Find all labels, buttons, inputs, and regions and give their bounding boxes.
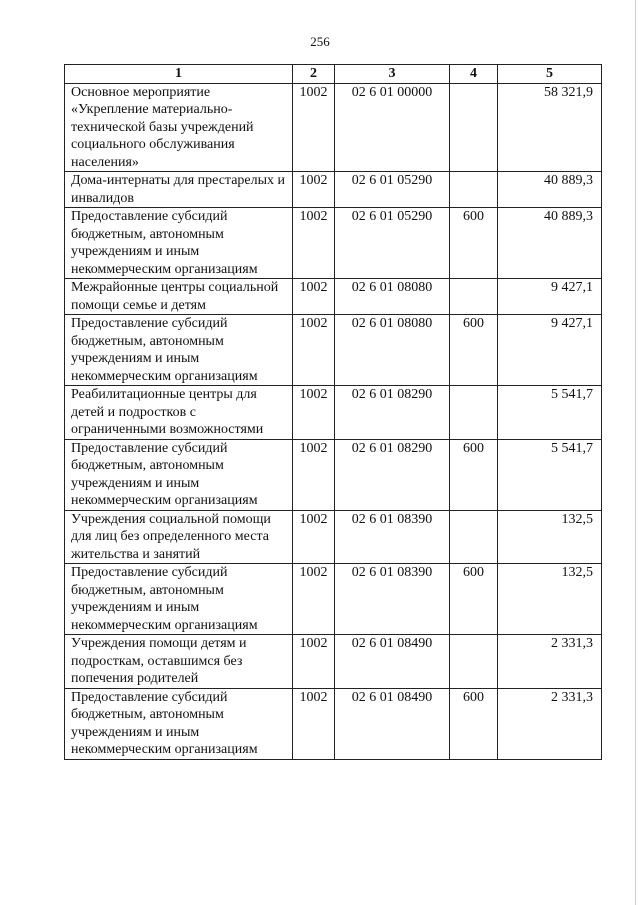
- row-amount-cell: 40 889,3: [498, 172, 602, 208]
- row-amount-cell: 40 889,3: [498, 208, 602, 279]
- row-name-cell: Предоставление субсидий бюджетным, автономным учреждениям и иным некоммерческим организациям: [65, 315, 293, 386]
- row-target-article-cell: 02 6 01 08490: [335, 635, 450, 689]
- row-amount-cell: 5 541,7: [498, 439, 602, 510]
- row-target-article-cell: 02 6 01 08390: [335, 510, 450, 564]
- table-row: [65, 564, 602, 635]
- row-name-cell: Предоставление субсидий бюджетным, автономным учреждениям и иным некоммерческим организациям: [65, 564, 293, 635]
- row-expense-type-cell: [450, 635, 498, 689]
- row-amount-cell: 9 427,1: [498, 279, 602, 315]
- row-expense-type-cell: 600: [450, 315, 498, 386]
- row-target-article-cell: 02 6 01 05290: [335, 208, 450, 279]
- row-expense-type-cell: 600: [450, 439, 498, 510]
- row-target-article-cell: 02 6 01 08290: [335, 439, 450, 510]
- column-header-1: 1: [65, 65, 293, 84]
- row-code-cell: 1002: [293, 386, 335, 440]
- row-target-article-cell: 02 6 01 08290: [335, 386, 450, 440]
- column-header-5: 5: [498, 65, 602, 84]
- row-name-cell: Основное мероприятие «Укрепление материально-технической базы учреждений социального обслуживания населения»: [65, 83, 293, 172]
- row-name-cell: Предоставление субсидий бюджетным, автономным учреждениям и иным некоммерческим организациям: [65, 688, 293, 759]
- row-code-cell: 1002: [293, 564, 335, 635]
- table-body: [65, 83, 602, 759]
- budget-table: [64, 64, 602, 760]
- row-name-cell: Межрайонные центры социальной помощи семье и детям: [65, 279, 293, 315]
- row-code-cell: 1002: [293, 439, 335, 510]
- row-amount-cell: 58 321,9: [498, 83, 602, 172]
- row-name-cell: Реабилитационные центры для детей и подростков с ограниченными возможностями: [65, 386, 293, 440]
- row-code-cell: 1002: [293, 279, 335, 315]
- row-expense-type-cell: [450, 386, 498, 440]
- row-code-cell: 1002: [293, 83, 335, 172]
- column-header-3: 3: [335, 65, 450, 84]
- row-expense-type-cell: 600: [450, 564, 498, 635]
- page-number: 256: [310, 34, 330, 49]
- row-target-article-cell: 02 6 01 08080: [335, 279, 450, 315]
- table-row: [65, 83, 602, 172]
- row-amount-cell: 2 331,3: [498, 688, 602, 759]
- row-expense-type-cell: [450, 172, 498, 208]
- table-row: [65, 208, 602, 279]
- row-amount-cell: 132,5: [498, 510, 602, 564]
- column-header-2: 2: [293, 65, 335, 84]
- row-code-cell: 1002: [293, 172, 335, 208]
- row-code-cell: 1002: [293, 635, 335, 689]
- table-row: [65, 172, 602, 208]
- table-row: [65, 439, 602, 510]
- row-code-cell: 1002: [293, 510, 335, 564]
- table-row: [65, 510, 602, 564]
- row-expense-type-cell: [450, 510, 498, 564]
- row-amount-cell: 9 427,1: [498, 315, 602, 386]
- row-amount-cell: 5 541,7: [498, 386, 602, 440]
- row-expense-type-cell: 600: [450, 208, 498, 279]
- row-name-cell: Предоставление субсидий бюджетным, автономным учреждениям и иным некоммерческим организациям: [65, 208, 293, 279]
- table-row: [65, 635, 602, 689]
- page-edge-line: [635, 0, 636, 905]
- row-name-cell: Учреждения помощи детям и подросткам, оставшимся без попечения родителей: [65, 635, 293, 689]
- row-amount-cell: 132,5: [498, 564, 602, 635]
- row-expense-type-cell: [450, 83, 498, 172]
- table-row: [65, 688, 602, 759]
- table-row: [65, 315, 602, 386]
- row-target-article-cell: 02 6 01 05290: [335, 172, 450, 208]
- row-code-cell: 1002: [293, 208, 335, 279]
- row-name-cell: Предоставление субсидий бюджетным, автономным учреждениям и иным некоммерческим организациям: [65, 439, 293, 510]
- row-expense-type-cell: [450, 279, 498, 315]
- row-target-article-cell: 02 6 01 00000: [335, 83, 450, 172]
- column-header-4: 4: [450, 65, 498, 84]
- row-name-cell: Учреждения социальной помощи для лиц без определенного места жительства и занятий: [65, 510, 293, 564]
- table-row: [65, 386, 602, 440]
- row-amount-cell: 2 331,3: [498, 635, 602, 689]
- table-header-row: [65, 65, 602, 84]
- table-row: [65, 279, 602, 315]
- row-target-article-cell: 02 6 01 08490: [335, 688, 450, 759]
- row-name-cell: Дома-интернаты для престарелых и инвалидов: [65, 172, 293, 208]
- row-code-cell: 1002: [293, 688, 335, 759]
- row-target-article-cell: 02 6 01 08080: [335, 315, 450, 386]
- row-code-cell: 1002: [293, 315, 335, 386]
- row-expense-type-cell: 600: [450, 688, 498, 759]
- row-target-article-cell: 02 6 01 08390: [335, 564, 450, 635]
